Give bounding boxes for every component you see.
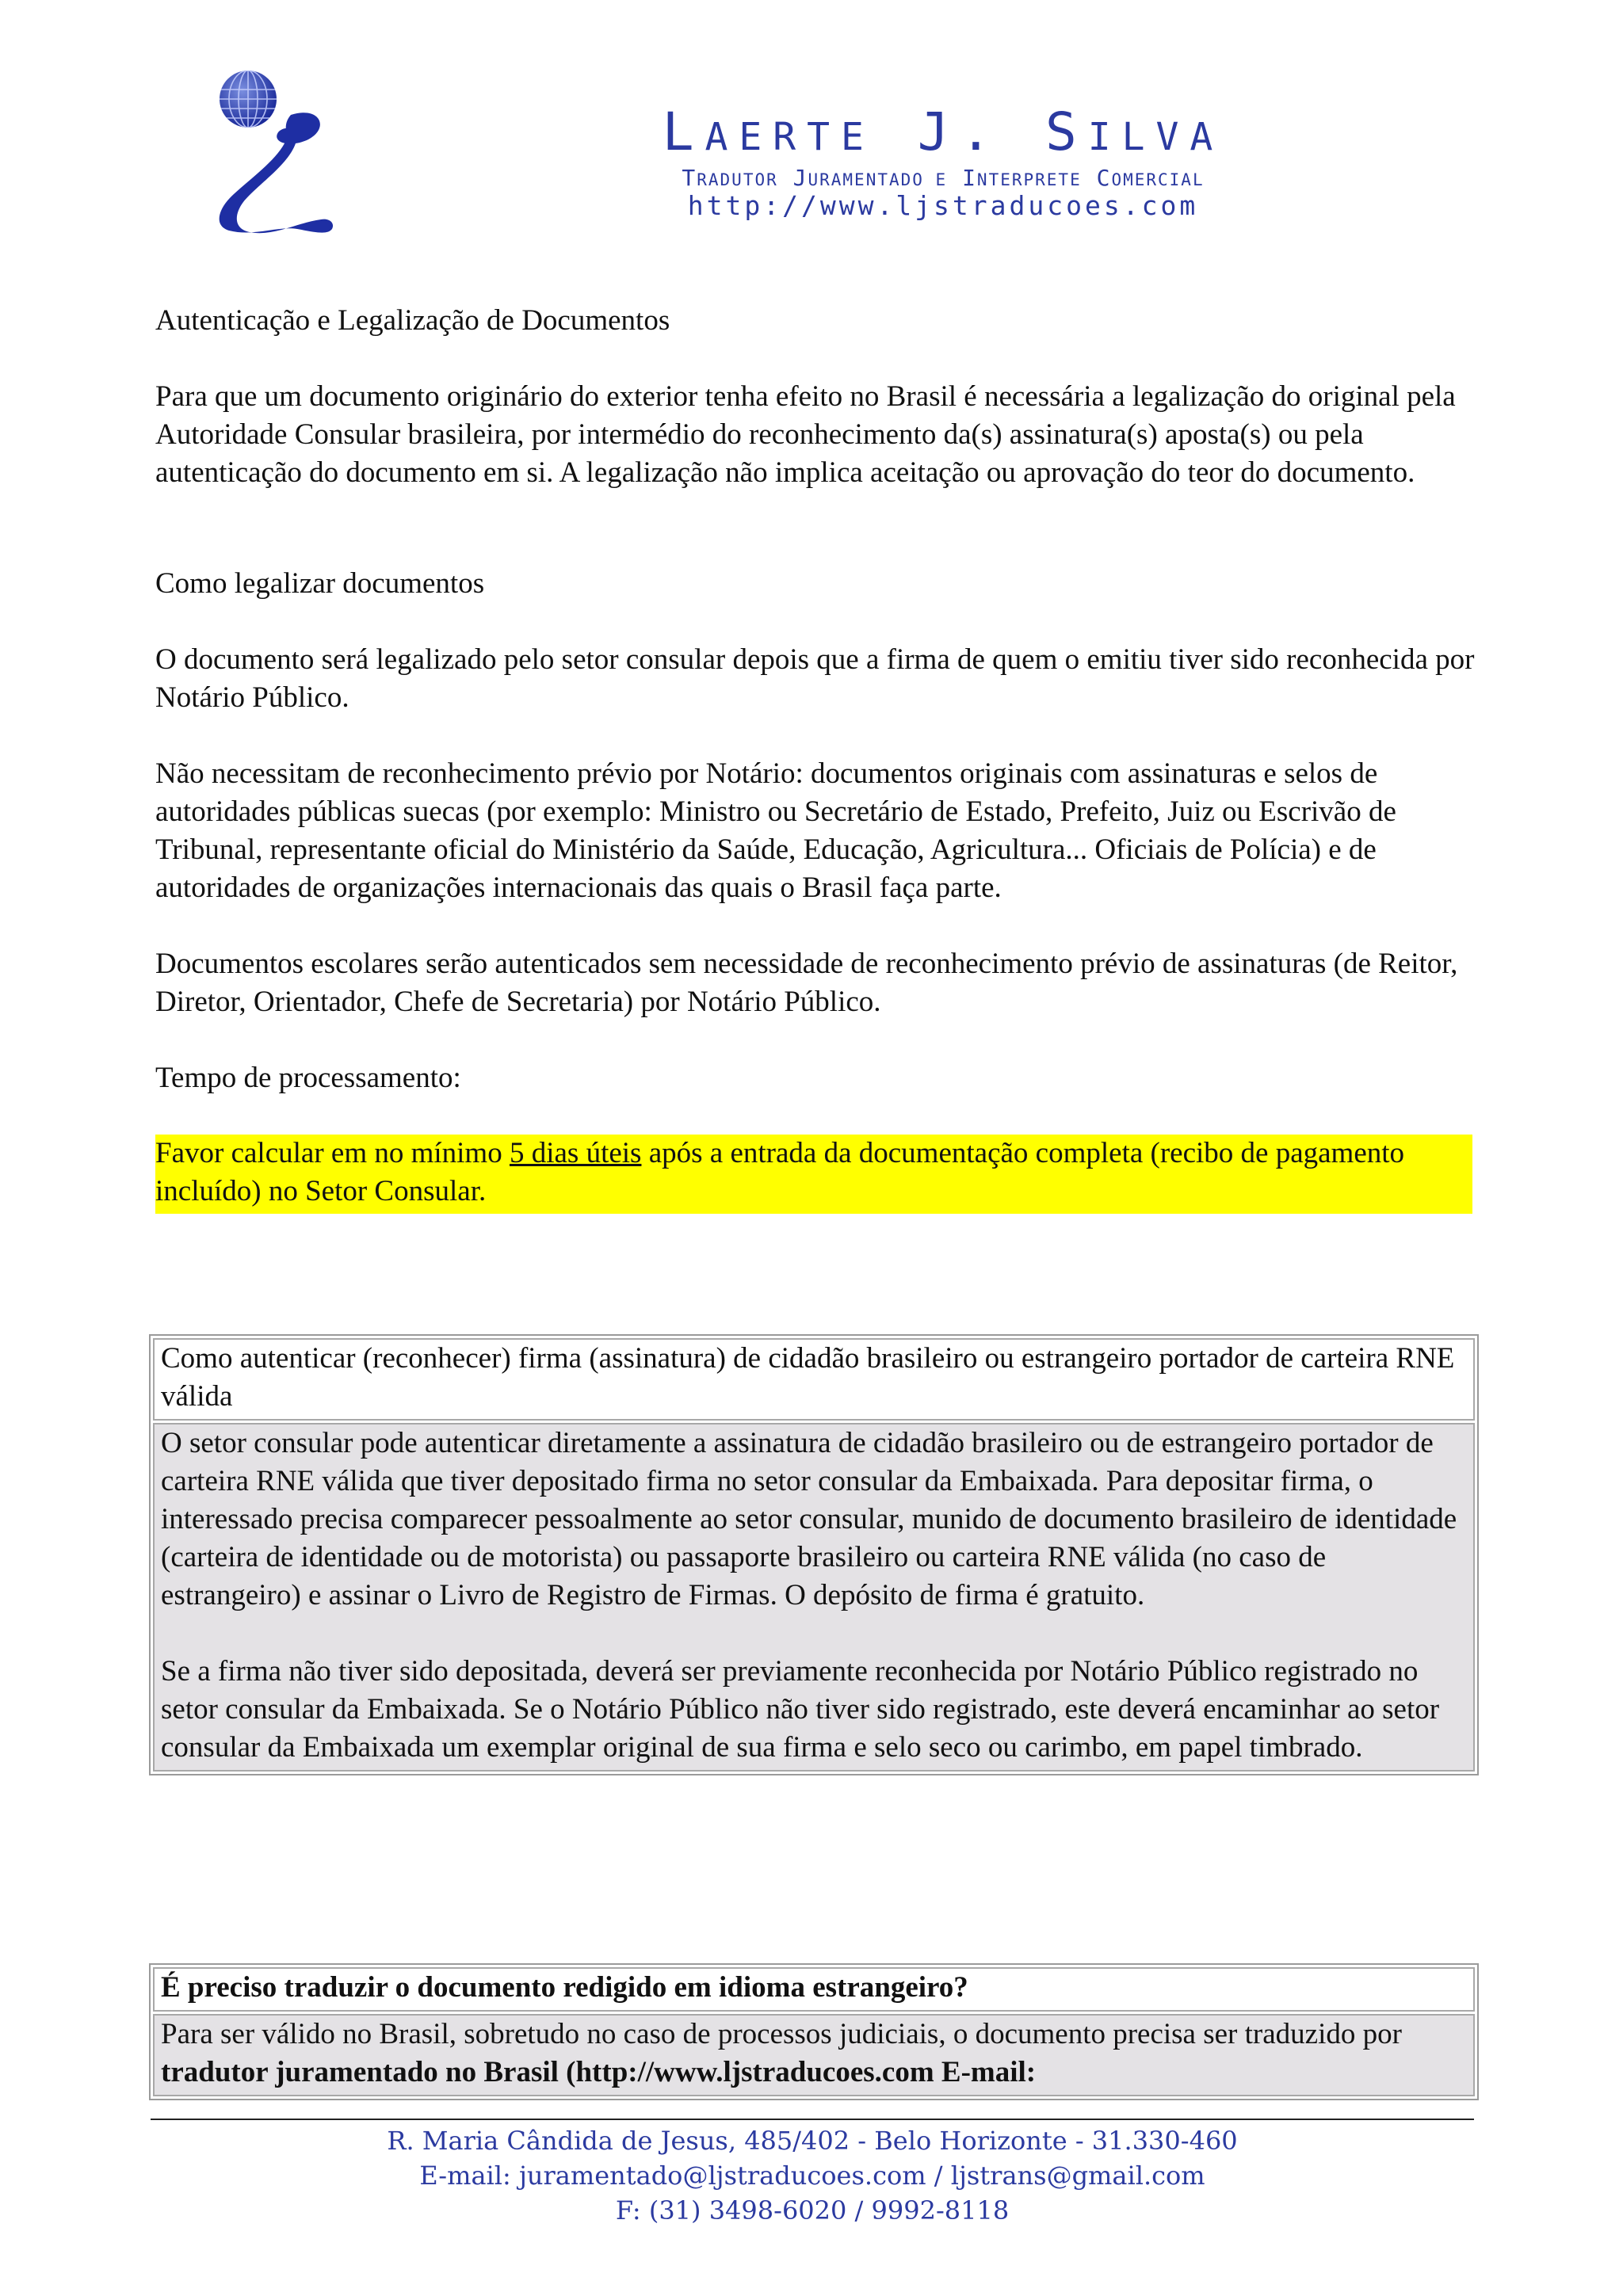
- intro-paragraph: Para que um documento originário do exterior tenha efeito no Brasil é necessária a legalização do original pela Autoridade Consular brasileira, por intermédio do reconhecimento da(s) assinatura(s) aposta(s) ou pela autenticação do documento em si. A legalização não implica aceitação ou aprovação do teor do documento.: [155, 380, 1456, 489]
- table-header-cell: É preciso traduzir o documento redigido em idioma estrangeiro?: [153, 1967, 1475, 2012]
- footer-address: R. Maria Cândida de Jesus, 485/402 - Belo Horizonte - 31.330-460: [387, 2126, 1238, 2156]
- signature-authentication-table: [149, 1334, 1479, 1775]
- no-notary-paragraph: Não necessitam de reconhecimento prévio por Notário: documentos originais com assinaturas e selos de autoridades públicas suecas (por exemplo: Ministro ou Secretário de Estado, Prefeito, Juiz ou Escrivão de Tribunal, representante oficial do Ministério da Saúde, Educação, Agricultura... Oficiais de Polícia) e de autoridades de organizações internacionais das quais o Brasil faça parte.: [155, 757, 1396, 904]
- business-days-emphasis: 5 dias úteis: [509, 1137, 642, 1169]
- footer-email[interactable]: E-mail: juramentado@ljstraducoes.com / ljstrans@gmail.com: [419, 2161, 1205, 2191]
- translation-table: [149, 1963, 1479, 2100]
- how-to-legalize-heading: Como legalizar documentos: [155, 567, 485, 600]
- website-url[interactable]: http://www.ljstraducoes.com: [687, 190, 1199, 221]
- table-body-cell: [153, 1423, 1475, 1772]
- deposit-signature-paragraph: O setor consular pode autenticar diretamente a assinatura de cidadão brasileiro ou de estrangeiro portador de carteira RNE válida que tiver depositado firma no setor consular da Embaixada. Para depositar firma, o interessado precisa comparecer pessoalmente ao setor consular, munido de documento brasileiro de identidade (carteira de identidade ou de motorista) ou passaporte brasileiro ou carteira RNE válida (no caso de estrangeiro) e assinar o Livro de Registro de Firmas. O depósito de firma é gratuito.: [161, 1427, 1457, 1611]
- table-header-cell: Como autenticar (reconhecer) firma (assinatura) de cidadão brasileiro ou estrangeiro portador de carteira RNE válida: [153, 1338, 1475, 1421]
- translator-name: LAERTE J. SILVA: [662, 101, 1224, 162]
- footer-phone: F: (31) 3498-6020 / 9992-8118: [615, 2195, 1010, 2225]
- processing-time-heading: Tempo de processamento:: [155, 1062, 461, 1094]
- globe-letter-l-logo-icon: [202, 67, 341, 238]
- legalization-paragraph: O documento será legalizado pelo setor consular depois que a firma de quem o emitiu tiver sido reconhecida por Notário Público.: [155, 643, 1475, 714]
- footer-divider: [151, 2119, 1474, 2120]
- school-documents-paragraph: Documentos escolares serão autenticados sem necessidade de reconhecimento prévio de assinaturas (de Reitor, Diretor, Orientador, Chefe de Secretaria) por Notário Público.: [155, 948, 1458, 1018]
- translator-subtitle: TRADUTOR JURAMENTADO E INTERPRETE COMERCIAL: [682, 165, 1205, 191]
- notary-registration-paragraph: Se a firma não tiver sido depositada, deverá ser previamente reconhecida por Notário Público registrado no setor consular da Embaixada. Se o Notário Público não tiver sido registrado, este deverá encaminhar ao setor consular da Embaixada um exemplar original de sua firma e selo seco ou carimbo, em papel timbrado.: [161, 1655, 1440, 1764]
- processing-time-notice: Favor calcular em no mínimo 5 dias úteis após a entrada da documentação completa (recibo de pagamento incluído) no Setor Consular.: [155, 1135, 1472, 1214]
- document-title: Autenticação e Legalização de Documentos: [155, 304, 670, 337]
- table-body-cell: Para ser válido no Brasil, sobretudo no caso de processos judiciais, o documento precisa ser traduzido por tradutor juramentado no Brasil (http://www.ljstraducoes.com E-mail:: [153, 2014, 1475, 2096]
